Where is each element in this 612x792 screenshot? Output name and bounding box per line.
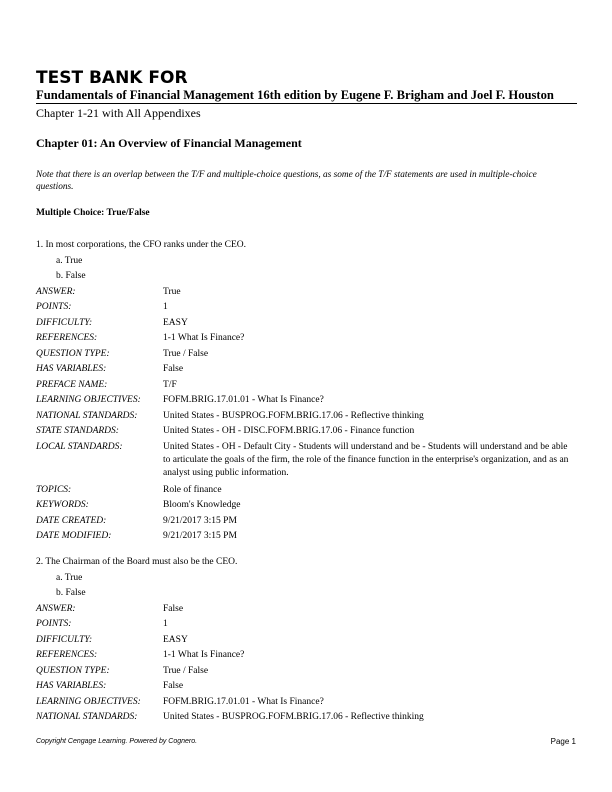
meta-row-difficulty: [36, 633, 576, 649]
meta-label: HAS VARIABLES:: [36, 364, 107, 374]
meta-row-preface-name: [36, 378, 576, 394]
meta-label: ANSWER:: [36, 603, 76, 614]
meta-label: STATE STANDARDS:: [36, 426, 119, 436]
book-subtitle: Fundamentals of Financial Management 16th edition by Eugene F. Brigham and Joel F. Houston: [36, 88, 554, 102]
meta-row-points: [36, 300, 576, 316]
chapter-title: Chapter 01: An Overview of Financial Management: [36, 136, 302, 150]
meta-value: T/F: [163, 379, 177, 390]
meta-row-date-modified: [36, 529, 576, 545]
meta-row-learning-objectives: [36, 393, 576, 409]
meta-row-keywords: [36, 498, 576, 514]
meta-row-answer: [36, 602, 576, 618]
meta-label: LOCAL STANDARDS:: [36, 441, 123, 452]
meta-label: DIFFICULTY:: [36, 634, 93, 645]
meta-label: REFERENCES:: [36, 333, 98, 343]
meta-label: TOPICS:: [36, 484, 72, 495]
meta-value: True: [163, 286, 181, 297]
chapters-line: Chapter 1-21 with All Appendixes: [36, 106, 201, 120]
meta-label: NATIONAL STANDARDS:: [36, 410, 138, 421]
meta-value: False: [163, 681, 184, 691]
meta-label: REFERENCES:: [36, 650, 98, 660]
choice-true: a. True: [56, 572, 83, 583]
meta-label: DIFFICULTY:: [36, 317, 93, 328]
meta-row-local-standards: [36, 440, 576, 483]
meta-label: KEYWORDS:: [36, 500, 89, 510]
choice-false: b. False: [56, 271, 86, 281]
meta-value: 1-1 What Is Finance?: [163, 333, 245, 343]
test-bank-title: TEST BANK FOR: [36, 68, 188, 88]
meta-value: True / False: [163, 665, 209, 676]
meta-row-date-created: [36, 514, 576, 530]
meta-label: DATE CREATED:: [36, 515, 107, 526]
meta-value: Role of finance: [163, 484, 222, 495]
meta-row-state-standards: [36, 424, 576, 440]
meta-row-references: [36, 331, 576, 347]
meta-value: False: [163, 364, 184, 374]
question-2: [36, 555, 576, 726]
meta-value: Bloom's Knowledge: [163, 500, 241, 510]
meta-label: LEARNING OBJECTIVES:: [36, 696, 141, 707]
title-divider: [36, 103, 577, 104]
copyright-footer: Copyright Cengage Learning. Powered by Cognero.: [36, 738, 198, 745]
meta-value: 9/21/2017 3:15 PM: [163, 531, 237, 541]
meta-label: PREFACE NAME:: [36, 379, 108, 390]
choice-false: b. False: [56, 588, 86, 598]
overlap-note: Note that there is an overlap between the T/F and multiple-choice questions, as some of the T/F statements are used in multiple-choice questions.: [36, 170, 537, 192]
meta-row-has-variables: [36, 362, 576, 378]
meta-value: 9/21/2017 3:15 PM: [163, 515, 237, 526]
meta-value: False: [163, 603, 184, 614]
meta-label: DATE MODIFIED:: [36, 531, 112, 541]
meta-label: POINTS:: [36, 619, 72, 629]
meta-value: United States - BUSPROG.FOFM.BRIG.17.06 - Reflective thinking: [163, 410, 424, 421]
meta-value: 1-1 What Is Finance?: [163, 650, 245, 660]
meta-value: United States - OH - DISC.FOFM.BRIG.17.06 - Finance function: [163, 426, 415, 436]
meta-row-has-variables: [36, 679, 576, 695]
meta-row-points: [36, 617, 576, 633]
meta-label: QUESTION TYPE:: [36, 348, 110, 359]
question-text: 2. The Chairman of the Board must also be the CEO.: [36, 557, 238, 567]
meta-label: HAS VARIABLES:: [36, 681, 107, 691]
choice-true: a. True: [56, 255, 83, 266]
meta-row-question-type: [36, 664, 576, 680]
meta-row-national-standards: [36, 710, 576, 726]
meta-value: United States - BUSPROG.FOFM.BRIG.17.06 - Reflective thinking: [163, 712, 424, 722]
meta-row-topics: [36, 483, 576, 499]
meta-row-question-type: [36, 347, 576, 363]
question-text: 1. In most corporations, the CFO ranks under the CEO.: [36, 240, 247, 250]
meta-value: FOFM.BRIG.17.01.01 - What Is Finance?: [163, 696, 324, 707]
page-number: Page 1: [550, 737, 576, 746]
section-title: Multiple Choice: True/False: [36, 208, 150, 218]
meta-row-difficulty: [36, 316, 576, 332]
meta-value: FOFM.BRIG.17.01.01 - What Is Finance?: [163, 395, 324, 405]
meta-row-national-standards: [36, 409, 576, 425]
meta-value: 1: [163, 302, 168, 312]
meta-value: EASY: [163, 634, 188, 645]
meta-label: LEARNING OBJECTIVES:: [36, 395, 141, 405]
meta-label: ANSWER:: [36, 286, 76, 297]
meta-label: QUESTION TYPE:: [36, 665, 110, 676]
meta-value: EASY: [163, 317, 188, 328]
meta-value: United States - OH - Default City - Students will understand and be - Students will understand and be able to articulate the goals of the firm, the role of the finance function in the enterprise's organization, and as an analyst using public information.: [163, 441, 569, 478]
meta-row-references: [36, 648, 576, 664]
meta-label: NATIONAL STANDARDS:: [36, 712, 138, 722]
meta-value: 1: [163, 619, 168, 629]
meta-row-answer: [36, 285, 576, 301]
question-1: [36, 238, 576, 545]
meta-value: True / False: [163, 348, 209, 359]
meta-label: POINTS:: [36, 302, 72, 312]
meta-row-learning-objectives: [36, 695, 576, 711]
